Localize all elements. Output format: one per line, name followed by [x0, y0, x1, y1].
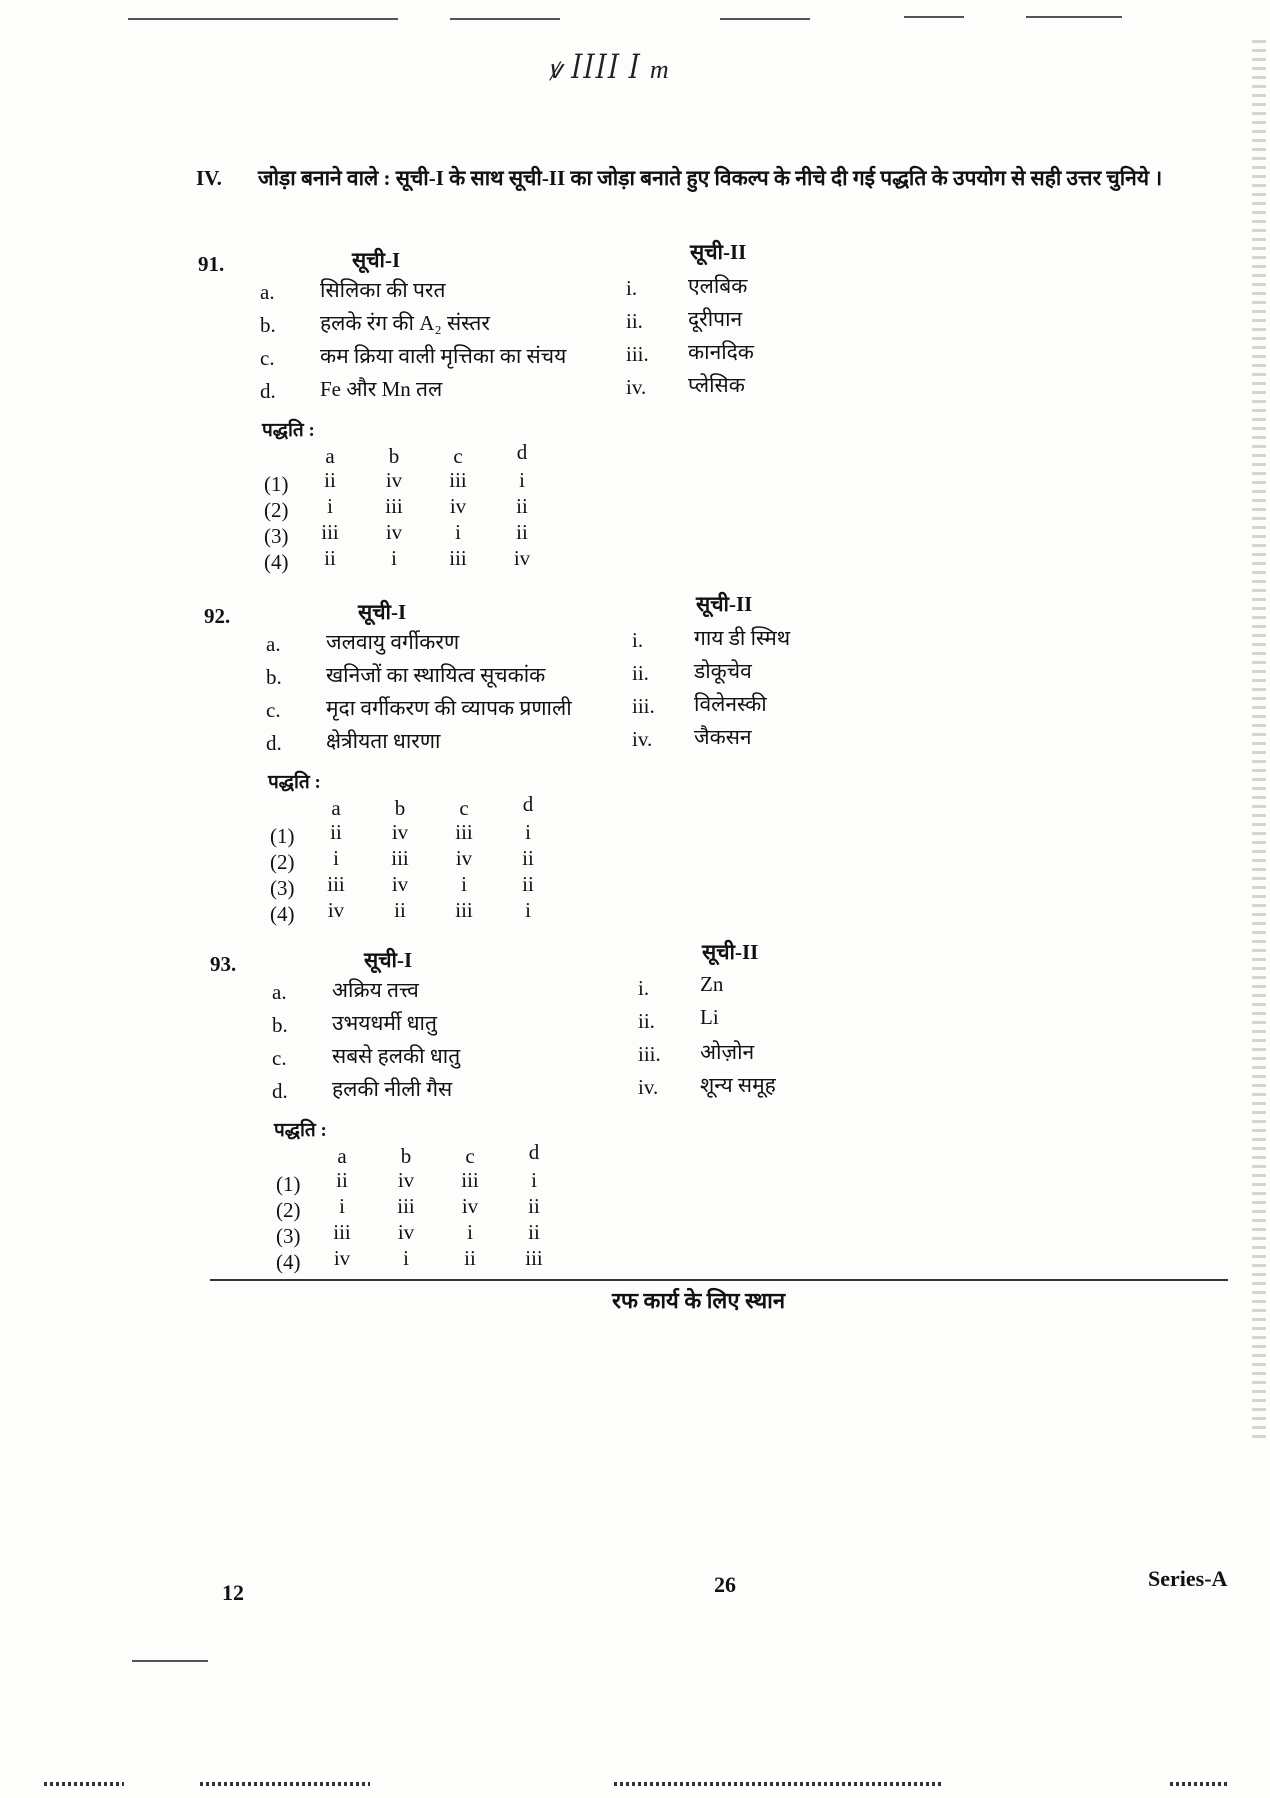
option-number: (1) — [276, 1172, 301, 1196]
option-value: iv — [455, 846, 473, 870]
list-2-item-text: दूरीपान — [688, 307, 743, 331]
list-2-item-label: i. — [626, 276, 638, 300]
method-column-header: b — [394, 796, 406, 820]
option-value: iv — [385, 520, 403, 544]
question-92 — [0, 592, 1270, 938]
section-roman-numeral: IV. — [196, 166, 222, 190]
option-value: ii — [336, 1168, 348, 1192]
list-1-item-label: d. — [272, 1079, 288, 1103]
option-value: ii — [330, 820, 342, 844]
top-rule — [128, 18, 398, 20]
list-2-item-text: शून्य समूह — [700, 1073, 776, 1097]
list-2-item-label: iii. — [626, 342, 649, 366]
option-value: ii — [516, 520, 528, 544]
option-value: iii — [391, 846, 409, 870]
list-2-item-label: iv. — [632, 727, 653, 751]
top-rule — [720, 18, 810, 20]
option-value: ii — [464, 1246, 476, 1270]
footer-mark — [132, 1660, 208, 1662]
list-1-item-label: c. — [260, 346, 275, 370]
list-2-item-text: जैकसन — [694, 725, 752, 749]
list-2-item-text: गाय डी स्मिथ — [694, 626, 791, 650]
list-1-item-label: b. — [272, 1013, 288, 1037]
list-2-item-text: ओज़ोन — [700, 1040, 755, 1064]
option-value: iii — [449, 468, 467, 492]
list-1-item-label: a. — [272, 980, 287, 1004]
list-1-item-label: d. — [260, 379, 276, 403]
list-1-item-label: c. — [266, 698, 281, 722]
option-value: ii — [522, 846, 534, 870]
list-1-item-label: b. — [260, 313, 276, 337]
list-2-item-text: Li — [700, 1005, 719, 1029]
method-column-header: c — [453, 444, 463, 468]
list-1-item-text: सबसे हलकी धातु — [332, 1044, 461, 1068]
method-column-header: c — [465, 1144, 475, 1168]
list-1-item-text: जलवायु वर्गीकरण — [326, 630, 460, 654]
list-1-title: सूची-I — [352, 248, 401, 272]
bottom-smudge — [1170, 1782, 1230, 1786]
option-value: i — [461, 872, 467, 896]
option-value: iv — [327, 898, 345, 922]
list-1-item-text: सिलिका की परत — [320, 278, 446, 302]
option-number: (2) — [264, 498, 289, 522]
list-1-item-text: अक्रिय तत्त्व — [332, 978, 419, 1002]
option-value: iv — [397, 1168, 415, 1192]
list-2-item-text: विलेनस्की — [694, 692, 767, 716]
option-value: ii — [528, 1194, 540, 1218]
section-instruction-text: जोड़ा बनाने वाले : सूची-I के साथ सूची-II का जोड़ा बनाते हुए विकल्प के नीचे दी गई पद्धति के उपयोग से सही उत्तर चुनिये । — [258, 166, 1163, 190]
method-column-header: b — [388, 444, 400, 468]
option-value: i — [525, 820, 531, 844]
option-number: (3) — [276, 1224, 301, 1248]
list-2-item-label: iii. — [632, 694, 655, 718]
list-1-item-text: उभयधर्मी धातु — [332, 1011, 437, 1035]
option-value: iii — [385, 494, 403, 518]
list-1-item-text: हलकी नीली गैस — [332, 1077, 453, 1101]
list-2-item-label: ii. — [638, 1009, 655, 1033]
question-93 — [0, 940, 1270, 1286]
method-column-header: a — [337, 1144, 347, 1168]
method-column-header: a — [325, 444, 335, 468]
option-value: i — [531, 1168, 537, 1192]
question-number: 92. — [204, 604, 231, 628]
option-value: iv — [391, 872, 409, 896]
list-1-item-label: d. — [266, 731, 282, 755]
option-value: iii — [327, 872, 345, 896]
list-1-item-label: a. — [266, 632, 281, 656]
list-2-item-label: ii. — [626, 309, 643, 333]
option-value: iv — [449, 494, 467, 518]
answer-options-grid — [264, 440, 584, 579]
list-2-item-label: i. — [632, 628, 644, 652]
list-2-item-text: Zn — [700, 972, 724, 996]
option-value: i — [403, 1246, 409, 1270]
answer-options-grid — [276, 1140, 596, 1279]
option-value: i — [391, 546, 397, 570]
option-value: iv — [391, 820, 409, 844]
rough-work-divider — [210, 1279, 1228, 1281]
method-label: पद्धति : — [268, 772, 321, 793]
option-value: i — [467, 1220, 473, 1244]
list-2-item-label: iv. — [626, 375, 647, 399]
option-value: ii — [522, 872, 534, 896]
option-value: iii — [397, 1194, 415, 1218]
option-value: i — [519, 468, 525, 492]
list-1-item-text: क्षेत्रीयता धारणा — [326, 729, 441, 753]
list-1-item-text: हलके रंग की A₂ संस्तर — [320, 311, 490, 335]
method-column-header: d — [516, 440, 528, 464]
top-rule — [450, 18, 560, 20]
question-number: 91. — [198, 252, 225, 276]
list-1-item-label: c. — [272, 1046, 287, 1070]
page-number: 26 — [714, 1572, 736, 1597]
option-value: iii — [525, 1246, 543, 1270]
list-1-item-label: a. — [260, 280, 275, 304]
option-value: iv — [397, 1220, 415, 1244]
list-1-item-text: मृदा वर्गीकरण की व्यापक प्रणाली — [326, 696, 572, 720]
option-value: ii — [394, 898, 406, 922]
series-label: Series-A — [1148, 1566, 1228, 1591]
list-2-item-label: iii. — [638, 1042, 661, 1066]
list-2-item-text: एलबिक — [688, 274, 748, 298]
option-number: (4) — [270, 902, 295, 926]
option-value: iv — [461, 1194, 479, 1218]
option-value: ii — [324, 468, 336, 492]
option-value: ii — [516, 494, 528, 518]
option-value: ii — [528, 1220, 540, 1244]
option-value: i — [455, 520, 461, 544]
list-1-item-text: कम क्रिया वाली मृत्तिका का संचय — [320, 344, 567, 368]
method-column-header: a — [331, 796, 341, 820]
list-2-item-text: कानदिक — [688, 340, 754, 364]
answer-options-grid — [270, 792, 590, 931]
method-column-header: d — [528, 1140, 540, 1164]
list-2-title: सूची-II — [696, 592, 753, 616]
method-label: पद्धति : — [262, 420, 315, 441]
option-value: iv — [513, 546, 531, 570]
option-value: iii — [455, 820, 473, 844]
option-value: iii — [455, 898, 473, 922]
option-value: i — [327, 494, 333, 518]
list-2-title: सूची-II — [702, 940, 759, 964]
option-value: iii — [461, 1168, 479, 1192]
option-value: iii — [321, 520, 339, 544]
option-value: i — [333, 846, 339, 870]
question-number: 93. — [210, 952, 237, 976]
option-number: (1) — [270, 824, 295, 848]
top-rule — [1026, 16, 1122, 18]
option-value: iii — [333, 1220, 351, 1244]
list-2-title: सूची-II — [690, 240, 747, 264]
method-label: पद्धति : — [274, 1120, 327, 1141]
section-instruction — [196, 160, 1206, 196]
list-1-title: सूची-I — [358, 600, 407, 624]
bottom-smudge — [200, 1782, 370, 1786]
header-handwriting: ꝟ ꟾꟾꟾꟾ ꟾ m — [548, 55, 671, 84]
method-column-header: c — [459, 796, 469, 820]
option-number: (1) — [264, 472, 289, 496]
option-value: i — [339, 1194, 345, 1218]
option-value: ii — [324, 546, 336, 570]
option-number: (2) — [276, 1198, 301, 1222]
option-number: (3) — [270, 876, 295, 900]
bottom-smudge — [44, 1782, 124, 1786]
option-value: iii — [449, 546, 467, 570]
method-column-header: d — [522, 792, 534, 816]
list-2-item-label: ii. — [632, 661, 649, 685]
list-1-title: सूची-I — [364, 948, 413, 972]
method-column-header: b — [400, 1144, 412, 1168]
top-rule — [904, 16, 964, 18]
option-number: (4) — [264, 550, 289, 574]
option-number: (2) — [270, 850, 295, 874]
list-2-item-text: प्लेसिक — [688, 373, 745, 397]
question-91 — [0, 240, 1270, 586]
footer-left-number: 12 — [222, 1580, 244, 1605]
option-value: iv — [333, 1246, 351, 1270]
option-number: (4) — [276, 1250, 301, 1274]
option-value: iv — [385, 468, 403, 492]
list-1-item-text: खनिजों का स्थायित्व सूचकांक — [326, 663, 546, 687]
list-2-item-label: iv. — [638, 1075, 659, 1099]
list-1-item-label: b. — [266, 665, 282, 689]
bottom-smudge — [614, 1782, 944, 1786]
option-number: (3) — [264, 524, 289, 548]
rough-work-label: रफ कार्य के लिए स्थान — [612, 1288, 786, 1313]
list-2-item-label: i. — [638, 976, 650, 1000]
option-value: i — [525, 898, 531, 922]
list-2-item-text: डोकूचेव — [694, 659, 752, 683]
list-1-item-text: Fe और Mn तल — [320, 377, 443, 401]
